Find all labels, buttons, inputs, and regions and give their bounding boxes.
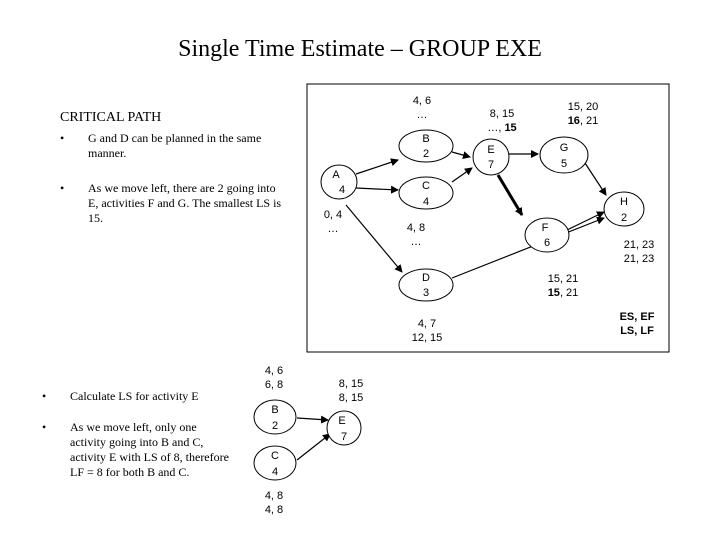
- svg-text:6: 6: [543, 237, 551, 249]
- svg-text:B: B: [422, 133, 430, 145]
- mini-node-b: [254, 400, 296, 434]
- node-c: [399, 177, 453, 209]
- arrow-b-e: [452, 152, 470, 157]
- arrow-c-e: [452, 168, 472, 182]
- label-h-es-ef: 21, 23 21, 23: [623, 239, 655, 265]
- slide-title: Single Time Estimate – GROUP EXE: [178, 36, 542, 62]
- svg-text:C: C: [271, 450, 279, 462]
- svg-text:A: A: [332, 169, 340, 181]
- arrow-a-b: [356, 160, 398, 174]
- bullet-marker: •: [42, 389, 47, 403]
- label-g-es-ef: 15, 20 16, 21: [567, 101, 599, 127]
- svg-text:3: 3: [422, 287, 430, 299]
- svg-text:E: E: [487, 144, 495, 156]
- critical-path-heading: CRITICAL PATH: [60, 110, 162, 125]
- svg-text:4: 4: [422, 196, 430, 208]
- bullet-marker: •: [60, 181, 65, 195]
- arrow-e-f: [498, 175, 522, 215]
- legend-es-ef-ls-lf: ES, EF LS, LF: [619, 311, 655, 337]
- node-b: [399, 130, 453, 162]
- label-f-es-ef: 15, 21 15, 21: [547, 273, 579, 299]
- label-a-es-ef: 0, 4 …: [323, 209, 343, 235]
- lower-note-2: As we move left, only one activity going into B and C, activity E with LS of 8, therefore LF = 8 for both B and C.: [70, 420, 229, 479]
- label-b-es-ef: 4, 6 …: [412, 95, 432, 121]
- mini-node-c: [254, 446, 296, 480]
- svg-text:2: 2: [620, 212, 628, 224]
- mini-label-e: 8, 15 8, 15: [338, 378, 364, 404]
- label-e-es-ef: 8, 15 …, 15: [487, 108, 517, 134]
- critical-path-bullet-2: As we move left, there are 2 going into E, activities F and G. The smallest LS is 15.: [88, 181, 282, 225]
- bullet-marker: •: [42, 420, 47, 434]
- critical-path-bullet-1: G and D can be planned in the same manner.: [88, 131, 262, 160]
- label-d-es-ef: 4, 7 12, 15: [411, 318, 443, 344]
- mini-arrow-c-e: [297, 434, 330, 460]
- svg-text:2: 2: [422, 148, 430, 160]
- node-a: [321, 165, 357, 199]
- node-h: [604, 192, 644, 226]
- svg-text:2: 2: [271, 420, 279, 432]
- node-e: [473, 139, 509, 175]
- arrow-f-h: [567, 212, 604, 230]
- bullet-marker: •: [60, 131, 65, 145]
- svg-text:F: F: [541, 222, 549, 234]
- lower-note-1: Calculate LS for activity E: [70, 389, 199, 403]
- svg-text:C: C: [422, 180, 430, 192]
- svg-text:H: H: [620, 196, 628, 208]
- svg-text:7: 7: [340, 431, 348, 443]
- svg-text:D: D: [422, 272, 430, 284]
- mini-label-b: 4, 6 6, 8: [264, 365, 284, 391]
- mini-node-e: [327, 411, 361, 445]
- svg-text:E: E: [338, 415, 346, 427]
- svg-text:B: B: [271, 404, 279, 416]
- svg-text:5: 5: [560, 158, 568, 170]
- mini-label-c: 4, 8 4, 8: [264, 490, 284, 516]
- svg-text:4: 4: [338, 184, 346, 196]
- node-f: [525, 218, 569, 252]
- arrow-g-h: [583, 160, 606, 195]
- mini-arrow-b-e: [297, 418, 328, 420]
- node-g: [540, 137, 588, 173]
- arrow-a-c: [356, 188, 398, 190]
- node-d: [399, 269, 453, 301]
- svg-text:7: 7: [487, 159, 495, 171]
- arrow-a-d: [346, 205, 402, 272]
- svg-text:G: G: [559, 142, 569, 154]
- svg-text:4: 4: [271, 466, 279, 478]
- label-c-es-ef: 4, 8 …: [406, 222, 426, 248]
